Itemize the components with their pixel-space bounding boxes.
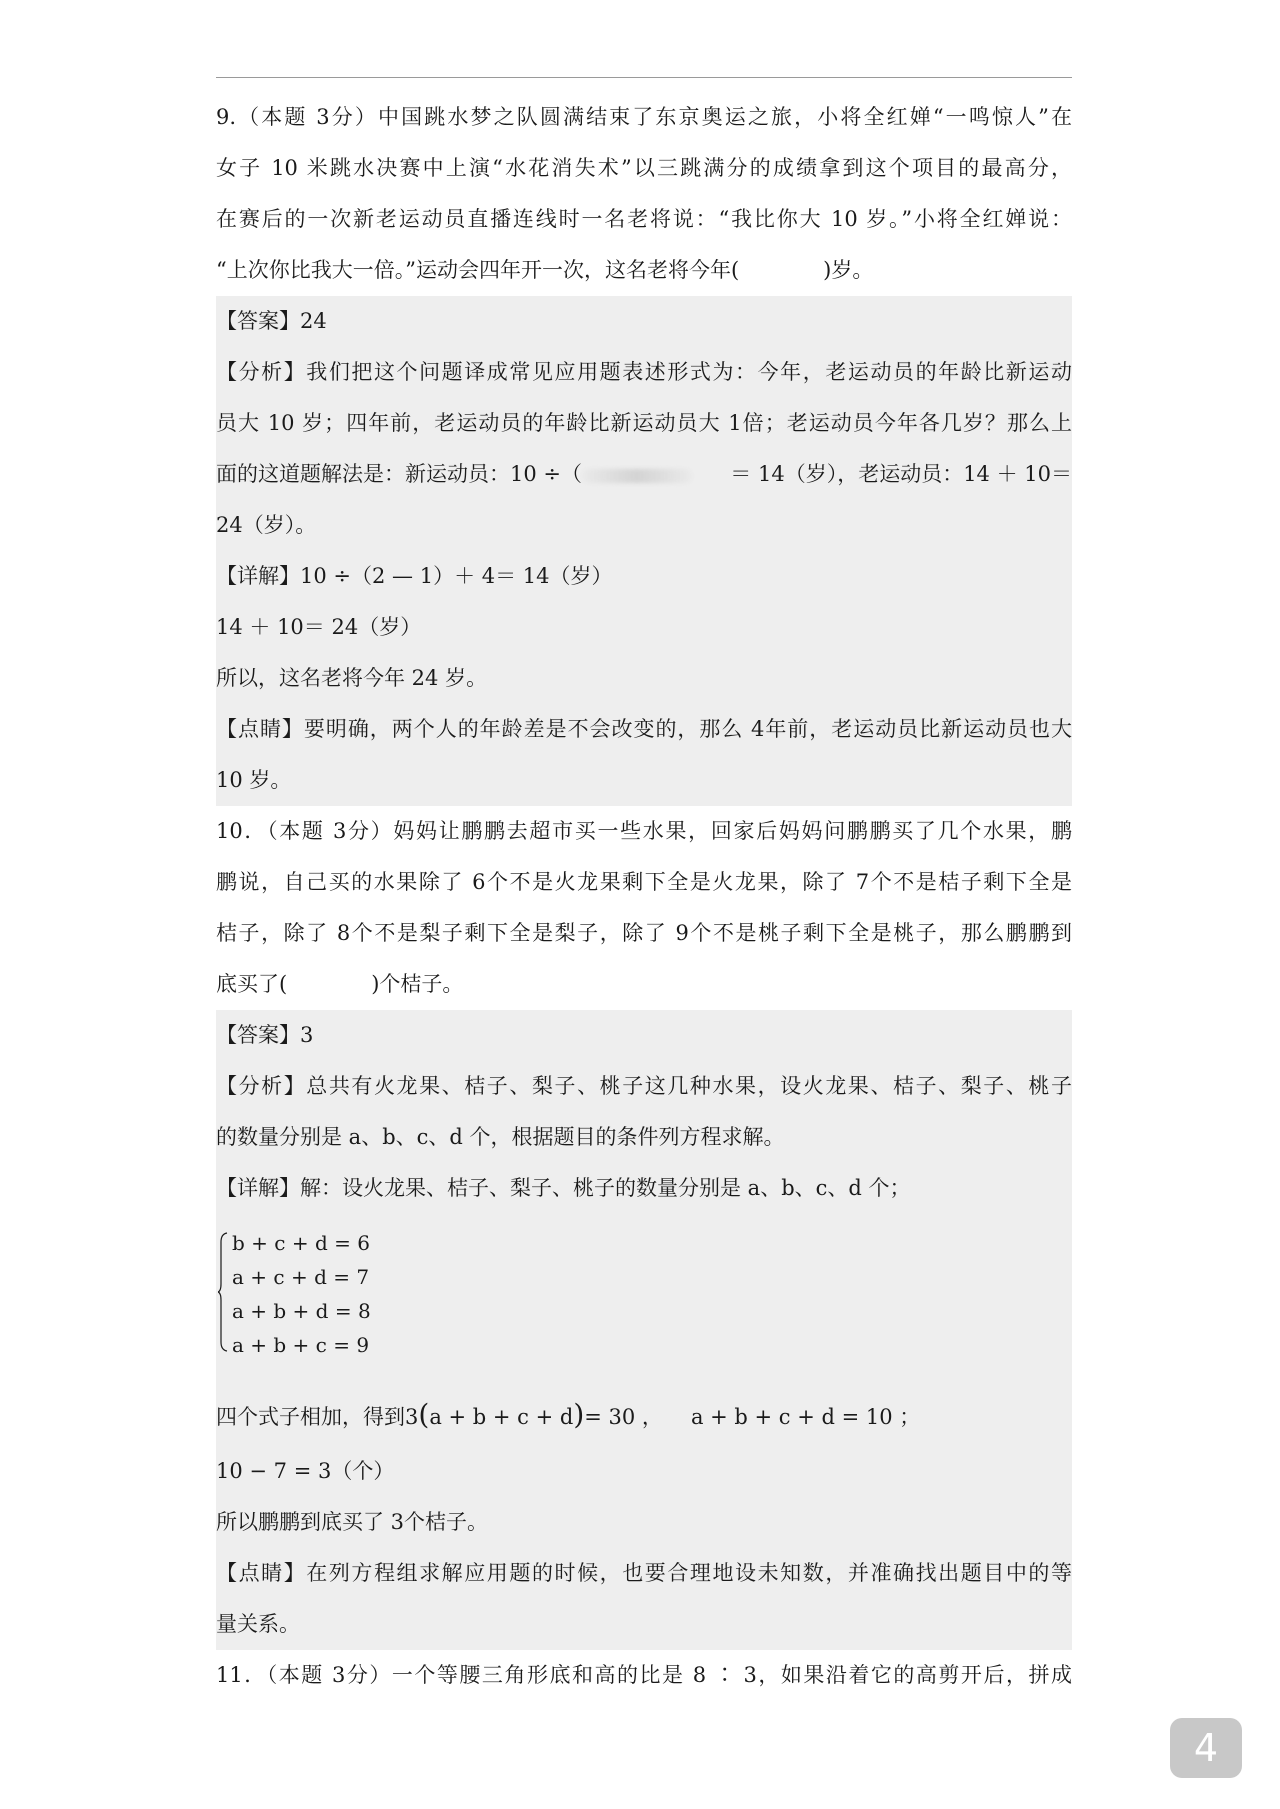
- question-text-line: [216, 245, 1072, 296]
- question-text-line: 在赛后的一次新老运动员直播连线时一名老将说：“我比你大 10 岁。”小将全红婵说：: [216, 207, 1072, 231]
- page-number-badge: 4: [1170, 1718, 1242, 1778]
- paren-close: ): [573, 1398, 585, 1431]
- answer-line: 【答案】3: [216, 1023, 314, 1047]
- header-rule: [216, 77, 1072, 78]
- sum-result: = 30 ，: [584, 1405, 663, 1429]
- tip-line: 10 岁。: [216, 768, 292, 792]
- calc-line: 10 − 7 = 3（个）: [216, 1459, 395, 1483]
- question-11: [216, 1650, 1072, 1701]
- sum-line: [216, 1384, 1072, 1446]
- question-text-line: 女子 10 米跳水决赛中上演“水花消失术”以三跳满分的成绩拿到这个项目的最高分，: [216, 156, 1072, 180]
- question-text: 底买了(: [216, 972, 288, 996]
- analysis-line: 【分析】总共有火龙果、桔子、梨子、桃子这几种水果，设火龙果、桔子、梨子、桃子: [216, 1074, 1072, 1098]
- question-text: “上次你比我大一倍。”运动会四年开一次，这名老将今年(: [216, 258, 740, 282]
- question-text-line: 11．（本题 3分）一个等腰三角形底和高的比是 8 ∶ 3，如果沿着它的高剪开后，拼成: [216, 1663, 1072, 1687]
- equation: a + c + d = 7: [232, 1265, 370, 1289]
- question-text-line: 9.（本题 3分）中国跳水梦之队圆满结束了东京奥运之旅，小将全红婵“一鸣惊人”在: [216, 105, 1072, 129]
- sum-text: 四个式子相加，得到: [216, 1405, 405, 1429]
- detail-line: 【详解】10 ÷（2 — 1）＋ 4＝ 14（岁）: [216, 564, 613, 588]
- detail-line: 14 ＋ 10＝ 24（岁）: [216, 615, 422, 639]
- question-text: )个桔子。: [371, 972, 464, 996]
- equation: b + c + d = 6: [232, 1231, 370, 1255]
- detail-line: 【详解】解：设火龙果、桔子、梨子、桃子的数量分别是 a、b、c、d 个；: [216, 1176, 911, 1200]
- analysis-text: ＝ 14（岁），老运动员：14 ＋ 10＝: [730, 462, 1072, 486]
- question-text-line: [216, 959, 1072, 1010]
- detail-line: 所以，这名老将今年 24 岁。: [216, 666, 488, 690]
- analysis-line: 的数量分别是 a、b、c、d 个，根据题目的条件列方程求解。: [216, 1125, 785, 1149]
- question-text-line: 10．（本题 3分）妈妈让鹏鹏去超市买一些水果，回家后妈妈问鹏鹏买了几个水果，鹏: [216, 819, 1072, 843]
- analysis-line: 24（岁）。: [216, 513, 317, 537]
- page-content: [216, 92, 1072, 1701]
- analysis-text: [216, 449, 692, 500]
- question-text-line: 鹏说，自己买的水果除了 6个不是火龙果剩下全是火龙果，除了 7个不是桔子剩下全是: [216, 870, 1072, 894]
- question-9: [216, 92, 1072, 296]
- equation: a + b + d = 8: [232, 1299, 371, 1323]
- equation: a + b + c = 9: [232, 1333, 370, 1357]
- question-text-line: 桔子，除了 8个不是梨子剩下全是梨子，除了 9个不是桃子剩下全是桃子，那么鹏鹏到: [216, 921, 1072, 945]
- conclusion-line: 所以鹏鹏到底买了 3个桔子。: [216, 1510, 489, 1534]
- solution-10: [216, 1010, 1072, 1650]
- sum-expression-2: a + b + c + d = 10 ；: [690, 1405, 921, 1429]
- question-text: )岁。: [823, 258, 874, 282]
- tip-line: 量关系。: [216, 1612, 300, 1636]
- sum-inner: a + b + c + d: [429, 1405, 574, 1429]
- tip-line: 【点睛】在列方程组求解应用题的时候，也要合理地设未知数，并准确找出题目中的等: [216, 1561, 1072, 1585]
- answer-line: 【答案】24: [216, 309, 327, 333]
- left-brace-icon: [218, 1232, 228, 1352]
- equation-system: [216, 1224, 1072, 1374]
- sum-coefficient: 3: [405, 1405, 419, 1429]
- paren-open: (: [418, 1398, 430, 1431]
- solution-9: [216, 296, 1072, 806]
- tip-line: 【点睛】要明确，两个人的年龄差是不会改变的，那么 4年前，老运动员比新运动员也大: [216, 717, 1072, 741]
- analysis-line: [216, 449, 1072, 500]
- sum-expression: [405, 1398, 663, 1431]
- blurred-region: [582, 469, 692, 483]
- analysis-text-part: 面的这道题解法是：新运动员：10 ÷（: [216, 462, 582, 486]
- analysis-line: 【分析】我们把这个问题译成常见应用题表述形式为：今年，老运动员的年龄比新运动: [216, 360, 1072, 384]
- analysis-line: 员大 10 岁；四年前，老运动员的年龄比新运动员大 1倍；老运动员今年各几岁？那么上: [216, 411, 1072, 435]
- question-10: [216, 806, 1072, 1010]
